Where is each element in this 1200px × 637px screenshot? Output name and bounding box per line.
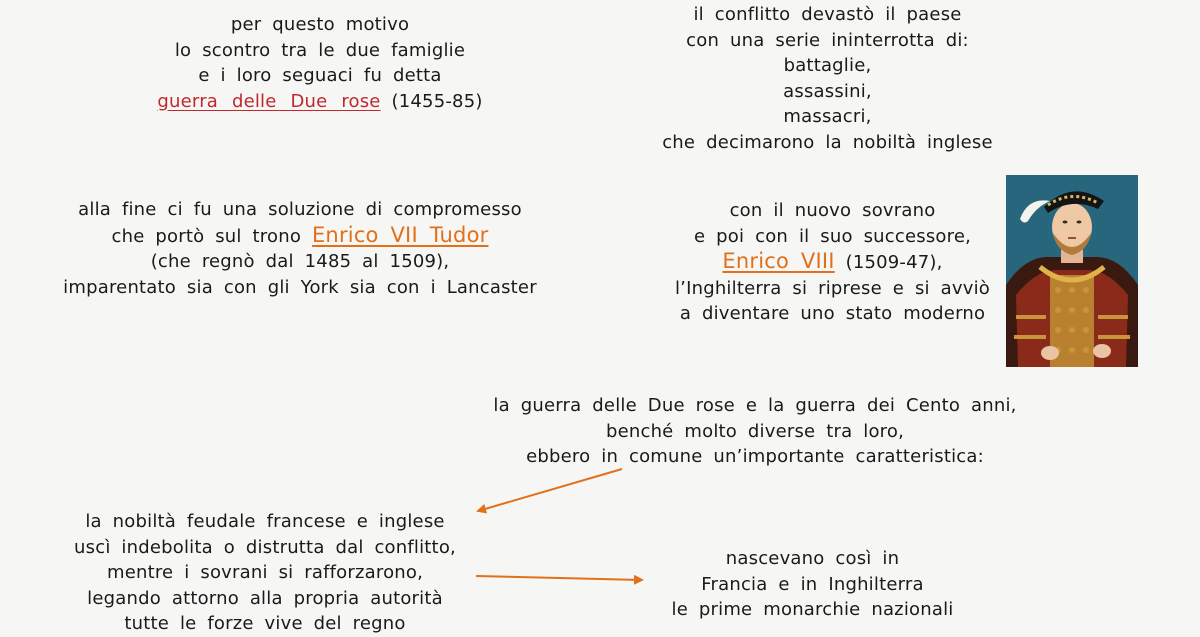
text-line: assassini,: [783, 80, 872, 102]
text-line: benché molto diverse tra loro,: [605, 420, 905, 442]
text-line: con il nuovo sovrano: [729, 200, 936, 221]
text-line: a diventare uno stato moderno: [679, 303, 986, 324]
line-prefix: che portò sul trono: [111, 225, 302, 247]
text-line: legando attorno alla propria autorità: [87, 587, 443, 609]
text-line: l’Inghilterra si riprese e si avviò: [674, 277, 991, 299]
link-enrico-vii-tudor[interactable]: Enrico VII Tudor: [311, 222, 489, 247]
text-block-monarchie: [630, 546, 995, 623]
text-line: mentre i sovrani si rafforzarono,: [106, 562, 424, 583]
text-block-caratteristica: [440, 393, 1070, 470]
text-line: la guerra delle Due rose e la guerra dei Cento anni,: [493, 395, 1017, 416]
arrow-to-monarchie: [476, 576, 642, 580]
text-line: alla fine ci fu una soluzione di compromesso: [78, 199, 522, 220]
text-line: con una serie ininterrotta di:: [686, 29, 969, 51]
henry-viii-portrait-image: [1006, 175, 1138, 367]
text-line: imparentato sia con gli York sia con i Lancaster: [63, 276, 537, 298]
text-line: che decimarono la nobiltà inglese: [662, 131, 993, 153]
text-line: le prime monarchie nazionali: [671, 599, 954, 620]
text-line: Francia e in Inghilterra: [701, 573, 924, 595]
arrow-to-nobilta: [478, 469, 622, 511]
text-line: battaglie,: [783, 55, 872, 76]
text-line: lo scontro tra le due famiglie: [174, 39, 466, 61]
text-line: tutte le forze vive del regno: [124, 613, 406, 634]
text-line: [110, 89, 530, 115]
text-block-due-rose: [110, 12, 530, 114]
text-line: per questo motivo: [230, 14, 410, 35]
text-line: (che regnò dal 1485 al 1509),: [150, 251, 450, 272]
link-enrico-viii[interactable]: Enrico VIII: [722, 249, 835, 273]
text-line: [625, 249, 1040, 276]
text-line: [20, 223, 580, 250]
text-line: massacri,: [783, 106, 872, 127]
text-line: la nobiltà feudale francese e inglese: [85, 511, 445, 532]
dates-text: (1509-47),: [845, 252, 943, 273]
text-line: ebbero in comune un’importante caratteristica:: [526, 446, 984, 467]
text-block-enrico-vii: [20, 197, 580, 300]
dates-text: (1455-85): [391, 90, 483, 112]
text-line: nascevano così in: [725, 548, 900, 569]
text-block-nobilta: [40, 509, 490, 637]
text-block-enrico-viii: [625, 198, 1040, 327]
link-guerra-due-rose[interactable]: guerra delle Due rose: [157, 90, 381, 112]
text-block-conflitto: [625, 2, 1030, 155]
text-line: il conflitto devastò il paese: [693, 4, 962, 25]
text-line: uscì indebolita o distrutta dal conflitto,: [74, 536, 456, 558]
text-line: e i loro seguaci fu detta: [198, 65, 442, 86]
text-line: e poi con il suo successore,: [693, 225, 972, 247]
